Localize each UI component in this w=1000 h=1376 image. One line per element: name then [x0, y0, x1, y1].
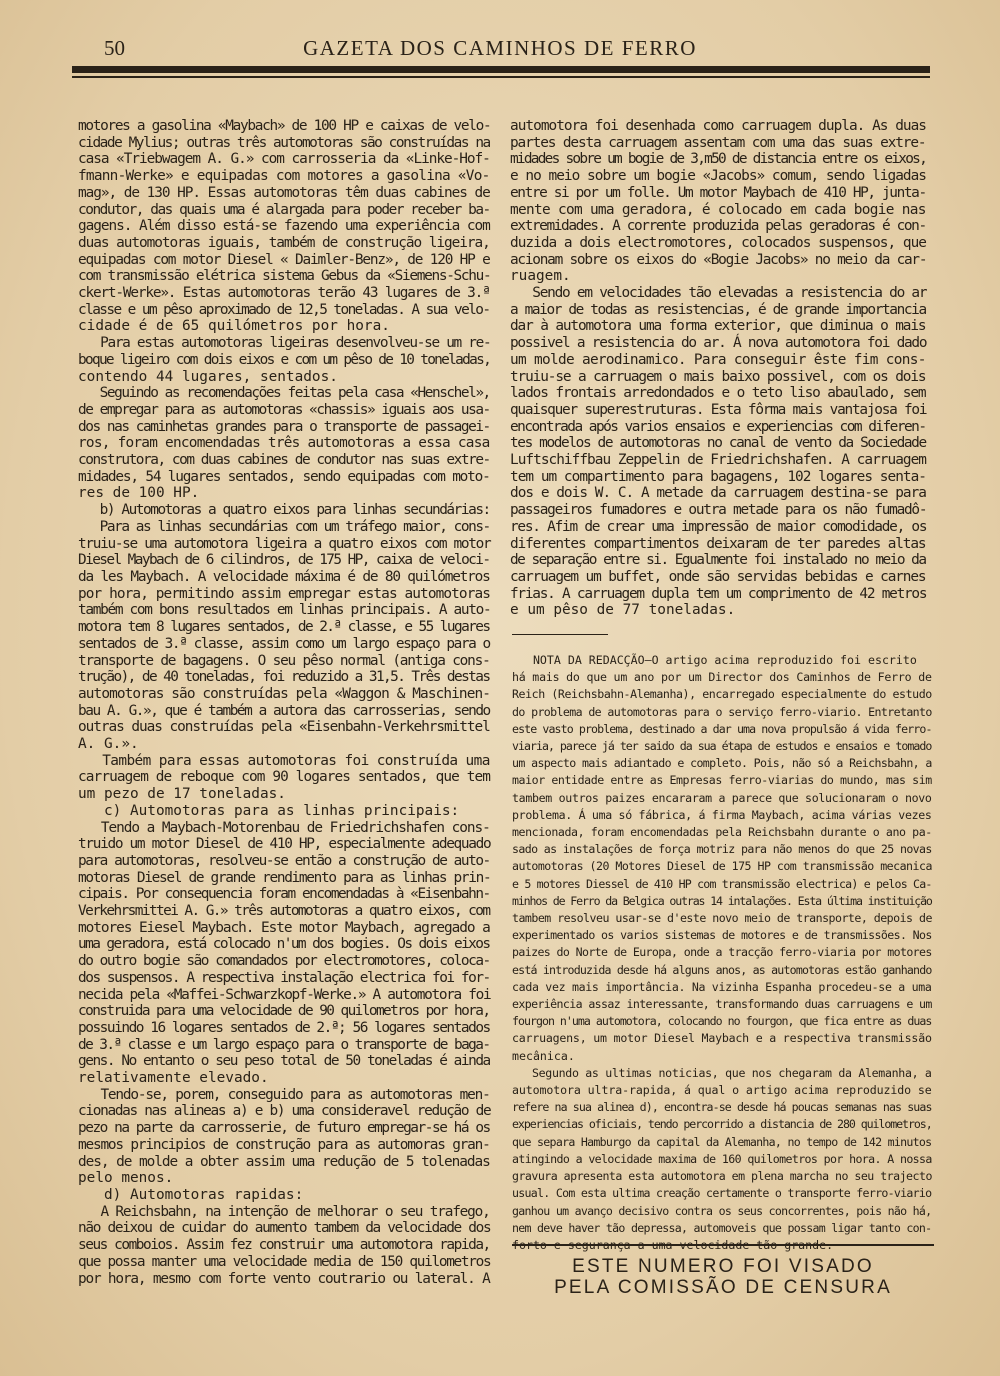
censorship-line-2: PELA COMISSÃO DE CENSURA [554, 1277, 892, 1298]
note-line: mencionada, foram encomendadas pela Reichsbahn durante o ano pa- [512, 825, 932, 840]
note-line: Segundo as ultimas noticias, que nos chegaram da Alemanha, a [512, 1065, 932, 1080]
header-rule-thick [72, 66, 930, 73]
text-line: equipadas com motor Diesel « Daimler-Benz», de 120 HP e [78, 251, 490, 268]
text-line: res de 100 HP. [78, 485, 200, 502]
text-line: cidade é de 65 quilómetros por hora. [78, 318, 390, 335]
text-line: des, de molde a obter assim uma redução de 5 tolenadas [78, 1153, 490, 1170]
text-line: de 3.ª classe e um largo espaço para o transporte de baga- [78, 1036, 490, 1053]
text-line: mag», de 130 HP. Essas automotoras têm duas cabines de [78, 184, 490, 201]
text-line: midades, 54 lugares sentados, sendo equipadas com moto- [78, 468, 490, 485]
text-line: duas automotoras iguais, também de construção ligeira, [78, 234, 490, 251]
text-line: motoras Diesel de grande rendimento para as linhas prin- [78, 869, 491, 886]
text-line: um pezo de 17 toneladas. [78, 786, 286, 803]
text-line: por hora, permitindo assim empregar estas automotoras [78, 585, 491, 602]
note-line: Reich (Reichsbahn-Alemanha), encarregado especialmente do estudo [512, 687, 932, 702]
text-line: gagens. Além disso está-se fazendo uma experiência com [78, 218, 490, 235]
note-line: do problema de automotoras para o serviço ferro-viario. Entretanto [512, 704, 932, 719]
text-line: Seguindo as recomendações feitas pela casa «Henschel», [78, 385, 490, 402]
text-line: possuindo 16 logares sentados de 2.ª; 56 logares sentados [78, 1019, 490, 1036]
note-line: tambem outros paizes encararam a parece que solucionaram o novo [512, 790, 932, 805]
text-line: de separação entre si. Egualmente foi instalado no meio da [510, 552, 926, 569]
note-line: há mais do que um ano por um Director dos Caminhos de Ferro de [512, 670, 932, 685]
text-line: sentados de 3.ª classe, assim como um largo espaço para o [78, 635, 490, 652]
text-line: e um pêso de 77 toneladas. [510, 602, 736, 619]
text-line: ros, foram encomendadas três automotoras a essa casa [78, 435, 490, 452]
text-line: d) Automotoras rapidas: [78, 1187, 304, 1203]
note-line: mecânica. [512, 1048, 575, 1063]
note-separator [512, 634, 608, 635]
text-line: automotoras são construídas pela «Waggon & Maschinen- [78, 685, 491, 702]
text-line: pezo na parte da carrosserie, de futuro empregar-se há os [78, 1120, 490, 1137]
text-line: encontrada após varios ensaios e experiencias com diferen- [510, 418, 926, 435]
note-line: viaria, parece já ter saido da sua étapa de estudos e ensaios e tomado [512, 739, 932, 754]
text-line: Verkehrsmittei A. G.» três automotoras a quatro eixos, com [78, 903, 490, 920]
text-line: dos e dois W. C. A metade da carruagem destina-se para [510, 485, 927, 502]
text-line: entre si por um folle. Um motor Maybach de 410 HP, junta- [510, 184, 926, 201]
text-line: carruagem de reboque com 90 logares sentados, que tem [78, 769, 491, 786]
note-line: experimentado os varios sistemas de motores e de transmissões. Nos [512, 928, 932, 943]
note-line: problema. Á uma só fábrica, á firma Maybach, acima várias vezes [512, 807, 932, 822]
note-line: maior entidade entre as Empresas ferro-viarias do mundo, mas sim [512, 773, 932, 788]
header-rule-thin [72, 76, 930, 78]
note-line: carruagens, um motor Diesel Maybach e a respectiva transmissão [512, 1031, 932, 1046]
text-line: para automotoras, resolveu-se então a construção de auto- [78, 852, 490, 869]
text-line: bau A. G.», que é também a autora das carrosserias, sendo [78, 702, 490, 719]
text-line: também com bons resultados em linhas principais. A auto- [78, 602, 491, 619]
note-line: este vasto problema, destinado a dar uma nova propulsão á vida ferro- [512, 721, 932, 736]
right-column [510, 118, 926, 619]
text-line: a maior de todas as resistencias, é de grande importancia [510, 301, 926, 318]
text-line: mesmos principios de construção para as automoras gran- [78, 1136, 490, 1153]
text-line: por hora, mesmo com forte vento coutrario ou lateral. A [78, 1270, 490, 1287]
text-line: contendo 44 lugares, sentados. [78, 368, 338, 385]
page-header [72, 34, 928, 64]
text-line: cipais. Por consequencia foram encomendadas à «Eisenbahn- [78, 886, 490, 903]
text-line: que possa manter uma velocidade media de 150 quilometros [78, 1253, 491, 1270]
censorship-rule [512, 1244, 934, 1246]
note-line: tambem resolveu usar-se d'este novo meio de transporte, depois de [512, 911, 932, 926]
text-line: pelo menos. [78, 1170, 174, 1187]
note-line: usual. Com esta ultima creação certamente o transporte ferro-viario [512, 1186, 932, 1201]
note-line: gravura apresenta esta automotora em plena marcha no seu trajecto [512, 1169, 932, 1184]
text-line: frias. A carruagem dupla tem um comprimento de 42 metros [510, 585, 927, 602]
text-line: condutor, das quais uma é alargada para poder receber ba- [78, 201, 490, 218]
text-line: extremidades. A corrente produzida pelas geradoras é con- [510, 218, 926, 235]
text-line: um molde aerodinamico. Para conseguir êste fim cons- [510, 351, 926, 368]
note-line: paizes do Norte de Europa, onde a tracção ferro-viaria por motores [512, 945, 932, 960]
text-line: Para estas automotoras ligeiras desenvolveu-se um re- [78, 335, 491, 352]
page-number: 50 [104, 36, 125, 60]
text-line: truiu-se a carruagem o mais baixo possivel, com os dois [510, 368, 926, 385]
text-line: fmann-Werke» e equipadas com motores a gasolina «Vo- [78, 168, 490, 185]
text-line: truiu-se uma automotora ligeira a quatro eixos com motor [78, 535, 491, 552]
text-line: com transmissão elétrica sistema Gebus da «Siemens-Schu- [78, 268, 491, 285]
text-line: classe e um pêso aproximado de 12,5 toneladas. A sua velo- [78, 301, 490, 318]
text-line: partes desta carruagem assentam com uma das suas extre- [510, 134, 926, 151]
text-line: do outro bogie são comandados por electromotores, coloca- [78, 953, 490, 970]
text-line: Também para essas automotoras foi construída uma [78, 752, 490, 769]
note-line: automotoras (20 Motores Diesel de 175 HP com transmissão mecanica [512, 859, 932, 874]
text-line: construida para uma velocidade de 90 quilometros por hora, [78, 1003, 490, 1020]
text-line: dos suspensos. A respectiva instalação electrica foi for- [78, 969, 490, 986]
note-line: um aspecto mais adiantado e completo. Pois, não só a Reichsbahn, a [512, 756, 932, 771]
text-line: midades sobre um bogie de 3,m50 de distancia entre os eixos, [510, 151, 927, 168]
note-line: refere na sua alinea d), encontra-se desde há poucas semanas nas suas [512, 1100, 932, 1115]
text-line: b) Automotoras a quatro eixos para linhas secundárias: [78, 502, 490, 519]
text-line: Tendo a Maybach-Motorenbau de Friedrichshafen cons- [78, 819, 490, 836]
text-line: dos nas caminhetas grandes para o transporte de passagei- [78, 418, 490, 435]
text-line: passageiros fumadores e outra metade para os não fumadô- [510, 502, 927, 519]
text-line: Sendo em velocidades tão elevadas a resistencia do ar [510, 285, 927, 302]
text-line: tes modelos de automotoras no canal de vento da Sociedade [510, 435, 926, 452]
text-line: boque ligeiro com dois eixos e com um pêso de 10 toneladas, [78, 351, 491, 368]
note-line: fourgon n'uma automotora, colocando no fourgon, que fica entre as duas [512, 1014, 932, 1029]
editorial-note [512, 652, 932, 1254]
text-line: dar à automotora uma forma exterior, que diminua o mais [510, 318, 926, 335]
left-column [78, 118, 490, 1287]
note-line: experiencias oficiais, tendo percorrido a distancia de 280 quilometros, [512, 1117, 932, 1132]
text-line: duzida a dois electromotores, colocados suspensos, que [510, 234, 927, 251]
text-line: cionadas nas alineas a) e b) uma consideravel redução de [78, 1103, 491, 1120]
text-line: mente com uma geradora, é colocado em cada bogie nas [510, 201, 926, 218]
note-line: atingindo a velocidade maxima de 160 quilometros por hora. A nossa [512, 1151, 932, 1166]
text-line: trução), de 40 toneladas, foi reduzido a 31,5. Três destas [78, 669, 490, 686]
text-line: cidade Mylius; outras três automotoras são construídas na [78, 134, 490, 151]
text-line: transporte de bagagens. O seu pêso normal (antiga cons- [78, 652, 490, 669]
text-line: gens. No entanto o seu peso total de 50 toneladas é ainda [78, 1053, 490, 1070]
text-line: Para as linhas secundárias com um tráfego maior, cons- [78, 518, 490, 535]
text-line: ckert-Werke». Estas automotoras terão 43 lugares de 3.ª [78, 285, 490, 302]
text-line: res. Afim de crear uma impressão de maior comodidade, os [510, 518, 927, 535]
text-line: Diesel Maybach de 6 cilindros, de 175 HP, caixa de veloci- [78, 552, 490, 569]
note-line: sado as instalações de força motriz para não menos do que 25 novas [512, 842, 932, 857]
text-line: necida pela «Maffei-Schwarzkopf-Werke.» A automotora foi [78, 986, 491, 1003]
text-line: outras duas construídas pela «Eisenbahn-Verkehrsmittel [78, 719, 490, 736]
text-line: carruagem um buffet, onde são servidas bebidas e carnes [510, 568, 926, 585]
text-line: diferentes compartimentos deixaram de ter paredes altas [510, 535, 926, 552]
journal-title: GAZETA DOS CAMINHOS DE FERRO [303, 36, 697, 60]
text-line: não deixou de cuidar do aumento tambem da velocidade dos [78, 1220, 491, 1237]
note-line: está introduzida desde há alguns anos, as automotoras estão ganhando [512, 962, 932, 977]
text-line: relativamente elevado. [78, 1070, 269, 1087]
text-line: possivel a resistencia do ar. Á nova automotora foi dado [510, 335, 927, 352]
text-line: construtora, com duas cabines de condutor nas suas extre- [78, 452, 490, 469]
note-line: que separa Hamburgo da capital da Alemanha, no tempo de 142 minutos [512, 1134, 932, 1149]
note-line: nem deve haver tão depressa, automoveis que possam ligar tanto con- [512, 1220, 932, 1235]
note-line: ganhou um avanço decisivo contra os seus concorrentes, pois não há, [512, 1203, 932, 1218]
note-line: automotora ultra-rapida, á qual o artigo acima reproduzido se [512, 1083, 932, 1098]
text-line: motores Eiesel Maybach. Este motor Maybach, agregado a [78, 919, 490, 936]
note-line: NOTA DA REDACÇÃO—O artigo acima reproduzido foi escrito [512, 653, 917, 667]
note-line: minhos de Ferro da Belgica outras 14 intalações. Esta última instituição [512, 893, 932, 908]
censorship-notice [512, 1256, 934, 1298]
text-line: acionam sobre os eixos do «Bogie Jacobs» no meio da car- [510, 251, 927, 268]
text-line: da les Maybach. A velocidade máxima é de 80 quilómetros [78, 568, 490, 585]
text-line: uma geradora, está colocado n'um dos bogies. Os dois eixos [78, 936, 490, 953]
text-line: de empregar para as automotoras «chassis» iguais aos usa- [78, 401, 490, 418]
text-line: e no meio sobre um bogie «Jacobs» comum, sendo ligadas [510, 168, 927, 185]
text-line: motora tem 8 lugares sentados, de 2.ª classe, e 55 lugares [78, 619, 490, 636]
text-line: lados frontais arredondados e o teto liso abaulado, sem [510, 385, 926, 402]
censorship-line-1: ESTE NUMERO FOI VISADO [572, 1256, 874, 1277]
text-line: ruagem. [510, 268, 571, 285]
text-line: seus comboios. Assim fez construir uma automotora rapida, [78, 1237, 490, 1254]
text-line: A Reichsbahn, na intenção de melhorar o seu trafego, [78, 1203, 490, 1220]
text-line: truido um motor Diesel de 410 HP, especialmente adequado [78, 836, 491, 853]
text-line: Luftschiffbau Zeppelin de Friedrichshafen. A carruagem [510, 452, 927, 469]
text-line: quaisquer superestruturas. Esta fôrma mais vantajosa foi [510, 401, 927, 418]
text-line: casa «Triebwagem A. G.» com carrosseria da «Linke-Hof- [78, 151, 490, 168]
text-line: tem um compartimento para bagagens, 102 logares senta- [510, 468, 927, 485]
note-line: cada vez mais importância. Na vizinha Espanha procedeu-se a uma [512, 979, 932, 994]
text-line: c) Automotoras para as linhas principais: [78, 802, 460, 819]
text-line: A. G.». [78, 736, 139, 753]
note-line: e 5 motores Diessel de 410 HP com transmissão electrica) e pelos Ca- [512, 876, 932, 891]
text-line: motores a gasolina «Maybach» de 100 HP e caixas de velo- [78, 118, 491, 134]
note-line: experiência assaz interessante, transformando duas carruagens e um [512, 997, 932, 1012]
text-line: Tendo-se, porem, conseguido para as automotoras men- [78, 1086, 490, 1103]
text-line: automotora foi desenhada como carruagem dupla. As duas [510, 118, 927, 134]
